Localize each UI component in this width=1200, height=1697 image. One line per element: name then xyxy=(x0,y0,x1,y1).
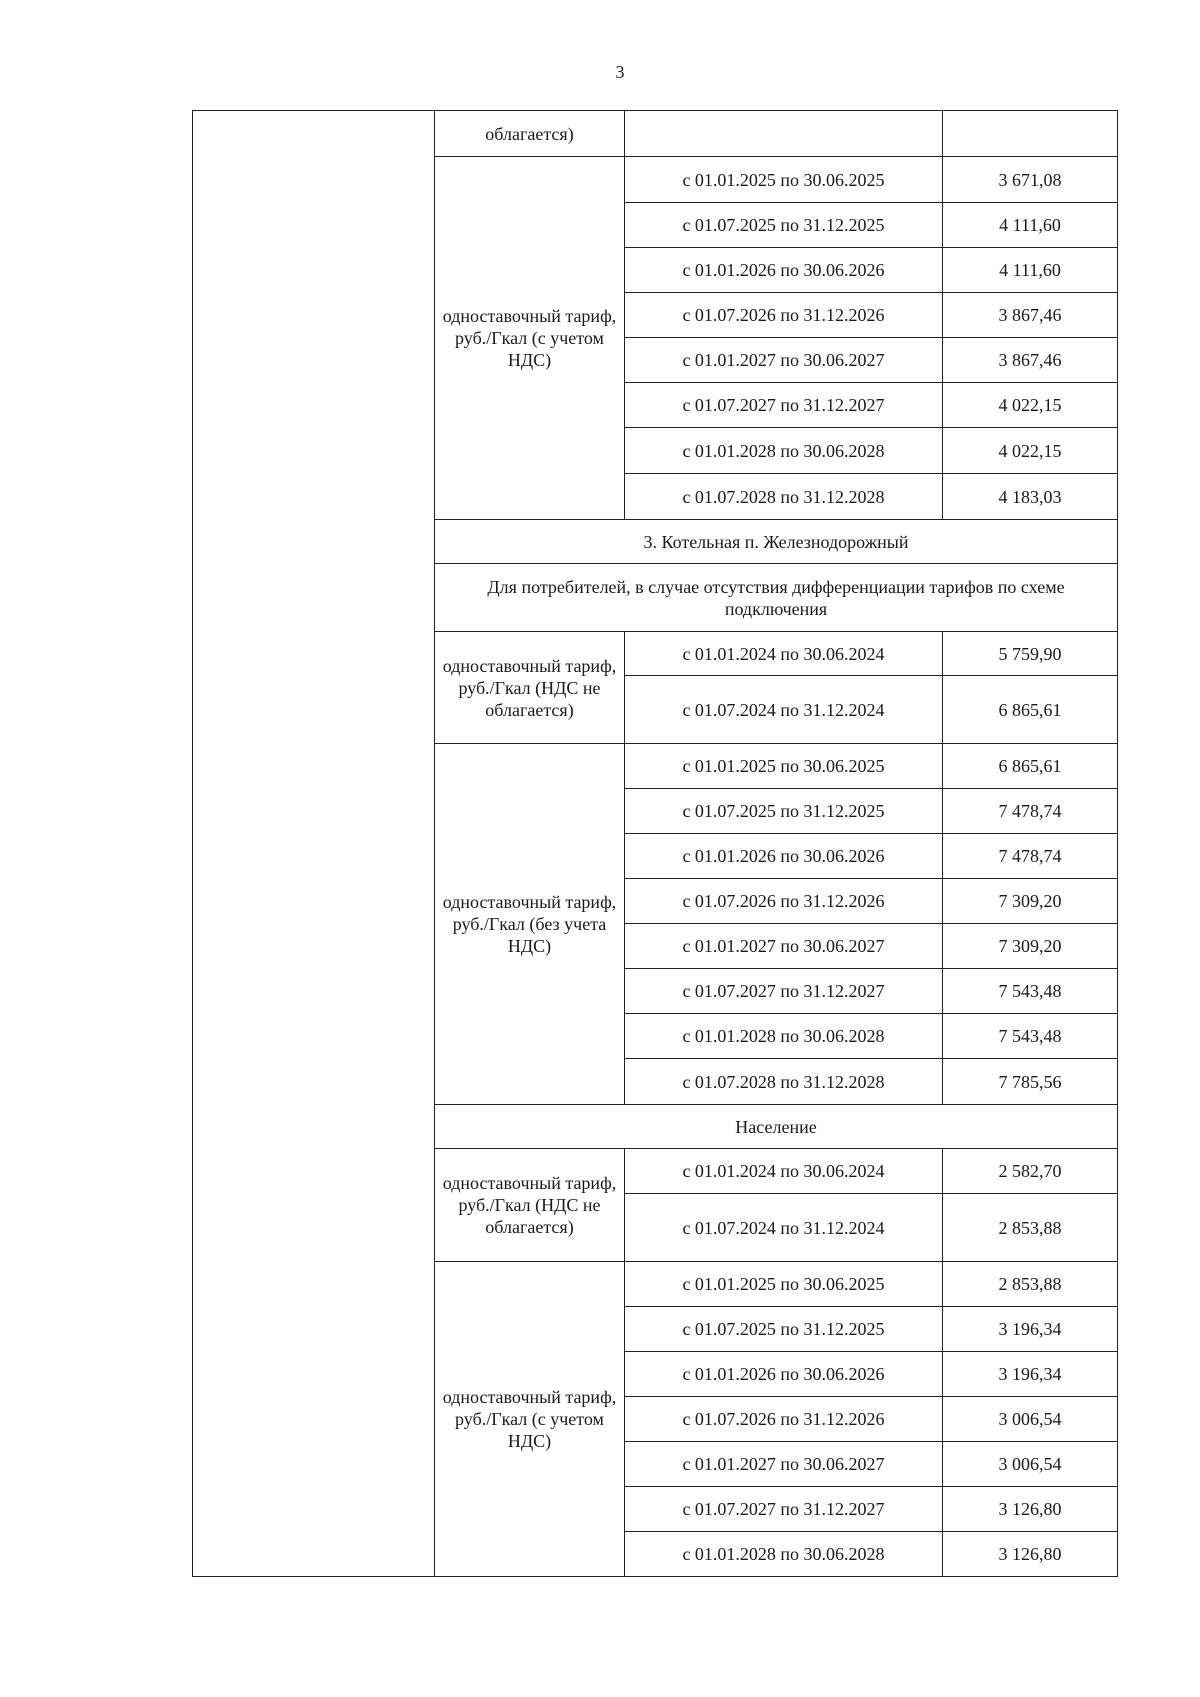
value-cell: 7 478,74 xyxy=(943,789,1118,834)
value-cell: 7 478,74 xyxy=(943,834,1118,879)
period-cell: с 01.07.2025 по 31.12.2025 xyxy=(625,1307,943,1352)
period-cell: с 01.01.2027 по 30.06.2027 xyxy=(625,924,943,969)
period-cell: с 01.01.2026 по 30.06.2026 xyxy=(625,1352,943,1397)
value-cell: 3 196,34 xyxy=(943,1307,1118,1352)
period-cell: с 01.07.2027 по 31.12.2027 xyxy=(625,1487,943,1532)
value-cell: 7 543,48 xyxy=(943,969,1118,1014)
value-cell: 4 183,03 xyxy=(943,474,1118,520)
population-heading: Население xyxy=(435,1105,1118,1149)
value-cell: 4 111,60 xyxy=(943,248,1118,293)
value-cell: 2 853,88 xyxy=(943,1262,1118,1307)
value-cell: 7 543,48 xyxy=(943,1014,1118,1059)
organization-cell xyxy=(193,111,435,1577)
period-cell: с 01.07.2027 по 31.12.2027 xyxy=(625,383,943,428)
value-cell: 2 582,70 xyxy=(943,1149,1118,1194)
value-cell: 4 022,15 xyxy=(943,383,1118,428)
value-cell: 7 309,20 xyxy=(943,879,1118,924)
period-cell: с 01.01.2025 по 30.06.2025 xyxy=(625,744,943,789)
period-cell: с 01.01.2026 по 30.06.2026 xyxy=(625,834,943,879)
period-cell: с 01.01.2027 по 30.06.2027 xyxy=(625,1442,943,1487)
value-cell: 6 865,61 xyxy=(943,744,1118,789)
period-cell-empty xyxy=(625,111,943,157)
tariff-table xyxy=(192,110,1118,1577)
period-cell: с 01.07.2024 по 31.12.2024 xyxy=(625,676,943,744)
value-cell: 3 006,54 xyxy=(943,1397,1118,1442)
value-cell: 5 759,90 xyxy=(943,632,1118,676)
period-cell: с 01.01.2028 по 30.06.2028 xyxy=(625,428,943,474)
value-cell: 7 309,20 xyxy=(943,924,1118,969)
tariff-label: одноставочный тариф, руб./Гкал (НДС не облагается) xyxy=(435,632,625,744)
period-cell: с 01.01.2024 по 30.06.2024 xyxy=(625,1149,943,1194)
value-cell: 3 867,46 xyxy=(943,338,1118,383)
value-cell: 3 867,46 xyxy=(943,293,1118,338)
value-cell: 6 865,61 xyxy=(943,676,1118,744)
period-cell: с 01.07.2026 по 31.12.2026 xyxy=(625,293,943,338)
value-cell: 4 111,60 xyxy=(943,203,1118,248)
period-cell: с 01.01.2025 по 30.06.2025 xyxy=(625,157,943,203)
period-cell: с 01.07.2025 по 31.12.2025 xyxy=(625,203,943,248)
tariff-label: одноставочный тариф, руб./Гкал (без учета НДС) xyxy=(435,744,625,1105)
tariff-label: одноставочный тариф, руб./Гкал (НДС не облагается) xyxy=(435,1149,625,1262)
value-cell: 2 853,88 xyxy=(943,1194,1118,1262)
value-cell: 3 006,54 xyxy=(943,1442,1118,1487)
period-cell: с 01.01.2027 по 30.06.2027 xyxy=(625,338,943,383)
period-cell: с 01.07.2026 по 31.12.2026 xyxy=(625,1397,943,1442)
period-cell: с 01.07.2028 по 31.12.2028 xyxy=(625,474,943,520)
period-cell: с 01.07.2024 по 31.12.2024 xyxy=(625,1194,943,1262)
value-cell: 3 671,08 xyxy=(943,157,1118,203)
section-title: 3. Котельная п. Железнодорожный xyxy=(435,520,1118,564)
value-cell: 3 126,80 xyxy=(943,1487,1118,1532)
tariff-label: одноставочный тариф, руб./Гкал (с учетом НДС) xyxy=(435,1262,625,1577)
value-cell-empty xyxy=(943,111,1118,157)
period-cell: с 01.07.2026 по 31.12.2026 xyxy=(625,879,943,924)
value-cell: 3 126,80 xyxy=(943,1532,1118,1577)
tariff-label: одноставочный тариф, руб./Гкал (с учетом НДС) xyxy=(435,157,625,520)
period-cell: с 01.07.2028 по 31.12.2028 xyxy=(625,1059,943,1105)
value-cell: 7 785,56 xyxy=(943,1059,1118,1105)
period-cell: с 01.01.2026 по 30.06.2026 xyxy=(625,248,943,293)
value-cell: 4 022,15 xyxy=(943,428,1118,474)
value-cell: 3 196,34 xyxy=(943,1352,1118,1397)
period-cell: с 01.01.2024 по 30.06.2024 xyxy=(625,632,943,676)
page-number: 3 xyxy=(615,62,625,82)
period-cell: с 01.01.2025 по 30.06.2025 xyxy=(625,1262,943,1307)
period-cell: с 01.07.2027 по 31.12.2027 xyxy=(625,969,943,1014)
period-cell: с 01.01.2028 по 30.06.2028 xyxy=(625,1532,943,1577)
period-cell: с 01.07.2025 по 31.12.2025 xyxy=(625,789,943,834)
period-cell: с 01.01.2028 по 30.06.2028 xyxy=(625,1014,943,1059)
consumers-heading: Для потребителей, в случае отсутствия дифференциации тарифов по схеме подключения xyxy=(435,564,1118,632)
tariff-label-continued: облагается) xyxy=(435,111,625,157)
